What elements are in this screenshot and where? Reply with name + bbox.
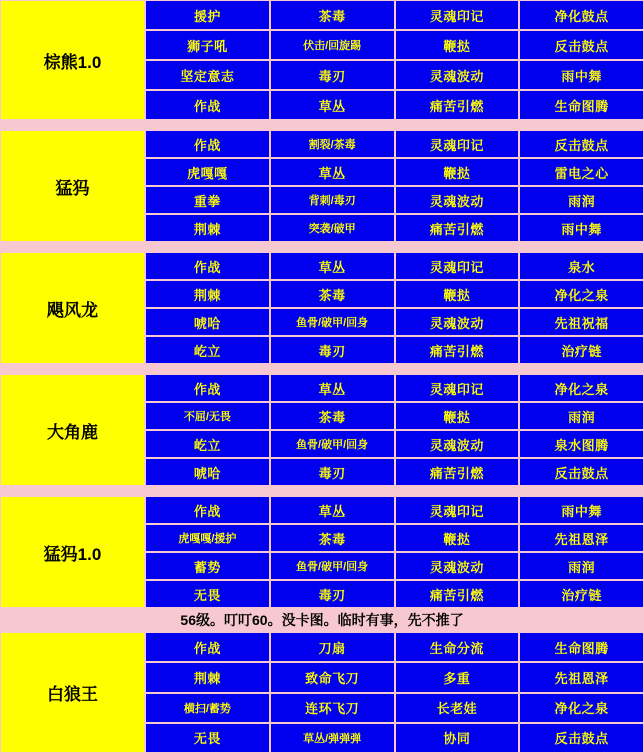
- skill-rows: [145, 374, 644, 486]
- build-block-1: [0, 130, 644, 242]
- skill-row: [145, 374, 644, 402]
- skill-cell[interactable]: 草丛/弹弹弹: [270, 723, 395, 753]
- skill-cell[interactable]: 草丛: [270, 158, 395, 186]
- skill-cell[interactable]: 草丛: [270, 252, 395, 280]
- skill-cell[interactable]: 多重: [395, 662, 520, 692]
- skill-cell[interactable]: 狮子吼: [145, 30, 270, 60]
- skill-cell[interactable]: 雨中舞: [519, 60, 644, 90]
- skill-cell[interactable]: 净化之泉: [519, 280, 644, 308]
- skill-cell[interactable]: 荆棘: [145, 662, 270, 692]
- skill-cell[interactable]: 重拳: [145, 186, 270, 214]
- skill-cell[interactable]: 作战: [145, 130, 270, 158]
- skill-cell[interactable]: 毒刃: [270, 580, 395, 608]
- skill-cell[interactable]: 鱼骨/破甲/回身: [270, 430, 395, 458]
- skill-cell[interactable]: 作战: [145, 632, 270, 662]
- skill-cell[interactable]: 鱼骨/破甲/回身: [270, 552, 395, 580]
- skill-cell[interactable]: 痛苦引燃: [395, 214, 520, 242]
- skill-cell[interactable]: 泉水: [519, 252, 644, 280]
- skill-cell[interactable]: 连环飞刀: [270, 693, 395, 723]
- skill-row: [145, 723, 644, 753]
- skill-rows: [145, 632, 644, 753]
- skill-cell[interactable]: 协同: [395, 723, 520, 753]
- build-block-0: [0, 0, 644, 120]
- skill-cell[interactable]: 刀扇: [270, 632, 395, 662]
- skill-row: [145, 60, 644, 90]
- skill-cell[interactable]: 雨中舞: [519, 214, 644, 242]
- skill-cell[interactable]: 鞭挞: [395, 402, 520, 430]
- skill-cell[interactable]: 灵魂印记: [395, 130, 520, 158]
- skill-cell[interactable]: 作战: [145, 252, 270, 280]
- skill-cell[interactable]: 背刺/毒刃: [270, 186, 395, 214]
- skill-cell[interactable]: 虎嘎嘎/援护: [145, 524, 270, 552]
- build-name: 棕熊1.0: [0, 0, 145, 120]
- skill-cell[interactable]: 草丛: [270, 90, 395, 120]
- skill-cell[interactable]: 草丛: [270, 496, 395, 524]
- skill-cell[interactable]: 治疗链: [519, 336, 644, 364]
- skill-cell[interactable]: 毒刃: [270, 336, 395, 364]
- skill-cell[interactable]: 痛苦引燃: [395, 90, 520, 120]
- skill-cell[interactable]: 唬哈: [145, 308, 270, 336]
- skill-row: [145, 30, 644, 60]
- skill-cell[interactable]: 毒刃: [270, 458, 395, 486]
- build-block-5: [0, 632, 644, 753]
- skill-row: [145, 632, 644, 662]
- skill-cell[interactable]: 鱼骨/破甲/回身: [270, 308, 395, 336]
- skill-rows: [145, 0, 644, 120]
- skill-cell[interactable]: 毒刃: [270, 60, 395, 90]
- skill-cell[interactable]: 横扫/蓄势: [145, 693, 270, 723]
- note-banner: [0, 608, 644, 632]
- skill-row: [145, 252, 644, 280]
- skill-rows: [145, 252, 644, 364]
- skill-cell[interactable]: 灵魂波动: [395, 552, 520, 580]
- skill-cell[interactable]: 净化鼓点: [519, 0, 644, 30]
- skill-row: [145, 580, 644, 608]
- build-block-4: [0, 496, 644, 608]
- skill-cell[interactable]: 生命分流: [395, 632, 520, 662]
- skill-cell[interactable]: 痛苦引燃: [395, 458, 520, 486]
- skill-row: [145, 693, 644, 723]
- skill-cell[interactable]: 灵魂印记: [395, 252, 520, 280]
- skill-cell[interactable]: 泉水图腾: [519, 430, 644, 458]
- skill-row: [145, 130, 644, 158]
- build-name: 大角鹿: [0, 374, 145, 486]
- skill-cell[interactable]: 茶毒: [270, 524, 395, 552]
- skill-cell[interactable]: 突袭/破甲: [270, 214, 395, 242]
- skill-row: [145, 402, 644, 430]
- skill-row: [145, 524, 644, 552]
- skill-cell[interactable]: 先祖恩泽: [519, 524, 644, 552]
- build-name: 白狼王: [0, 632, 145, 753]
- skill-cell[interactable]: 雨润: [519, 186, 644, 214]
- skill-row: [145, 496, 644, 524]
- skill-cell[interactable]: 茶毒: [270, 280, 395, 308]
- skill-cell[interactable]: 灵魂印记: [395, 496, 520, 524]
- skill-cell[interactable]: 雨中舞: [519, 496, 644, 524]
- skill-row: [145, 430, 644, 458]
- skill-cell[interactable]: 生命图腾: [519, 90, 644, 120]
- skill-row: [145, 662, 644, 692]
- block-divider: [0, 364, 644, 374]
- skill-cell[interactable]: 蓄势: [145, 552, 270, 580]
- skill-cell[interactable]: 反击鼓点: [519, 30, 644, 60]
- skill-cell[interactable]: 灵魂波动: [395, 186, 520, 214]
- skill-row: [145, 458, 644, 486]
- skill-cell[interactable]: 鞭挞: [395, 158, 520, 186]
- skill-cell[interactable]: 雷电之心: [519, 158, 644, 186]
- block-divider: [0, 486, 644, 496]
- skill-row: [145, 308, 644, 336]
- skill-row: [145, 186, 644, 214]
- skill-row: [145, 214, 644, 242]
- skill-cell[interactable]: 援护: [145, 0, 270, 30]
- skill-cell[interactable]: 坚定意志: [145, 60, 270, 90]
- build-name: 飓风龙: [0, 252, 145, 364]
- skill-cell[interactable]: 反击鼓点: [519, 723, 644, 753]
- skill-cell[interactable]: 雨润: [519, 552, 644, 580]
- skill-cell[interactable]: 生命图腾: [519, 632, 644, 662]
- block-divider: [0, 242, 644, 252]
- skill-row: [145, 158, 644, 186]
- skill-cell[interactable]: 作战: [145, 90, 270, 120]
- skill-cell[interactable]: 虎嘎嘎: [145, 158, 270, 186]
- build-name: 猛犸: [0, 130, 145, 242]
- skill-cell[interactable]: 鞭挞: [395, 280, 520, 308]
- skill-cell[interactable]: 净化之泉: [519, 374, 644, 402]
- skill-cell[interactable]: 治疗链: [519, 580, 644, 608]
- skill-cell[interactable]: 作战: [145, 496, 270, 524]
- skill-cell[interactable]: 长老娃: [395, 693, 520, 723]
- skill-cell[interactable]: 作战: [145, 374, 270, 402]
- skill-cell[interactable]: 唬哈: [145, 458, 270, 486]
- skill-cell[interactable]: 无畏: [145, 723, 270, 753]
- note-text: 56级。叮叮60。没卡图。临时有事，先不推了: [174, 610, 469, 630]
- skill-cell[interactable]: 伏击/回旋踢: [270, 30, 395, 60]
- skill-cell[interactable]: 灵魂波动: [395, 60, 520, 90]
- skill-rows: [145, 130, 644, 242]
- skill-cell[interactable]: 茶毒: [270, 0, 395, 30]
- skill-cell[interactable]: 鞭挞: [395, 524, 520, 552]
- skill-cell[interactable]: 不屈/无畏: [145, 402, 270, 430]
- skill-cell[interactable]: 灵魂印记: [395, 0, 520, 30]
- skill-cell[interactable]: 先祖祝福: [519, 308, 644, 336]
- skill-cell[interactable]: 灵魂印记: [395, 374, 520, 402]
- skill-row: [145, 336, 644, 364]
- build-block-2: [0, 252, 644, 364]
- skill-cell[interactable]: 茶毒: [270, 402, 395, 430]
- skill-row: [145, 552, 644, 580]
- skill-cell[interactable]: 鞭挞: [395, 30, 520, 60]
- skill-cell[interactable]: 痛苦引燃: [395, 580, 520, 608]
- skill-cell[interactable]: 荆棘: [145, 214, 270, 242]
- skill-cell[interactable]: 无畏: [145, 580, 270, 608]
- skill-cell[interactable]: 屹立: [145, 430, 270, 458]
- skill-cell[interactable]: 反击鼓点: [519, 458, 644, 486]
- skill-cell[interactable]: 净化之泉: [519, 693, 644, 723]
- skill-row: [145, 90, 644, 120]
- skill-rows: [145, 496, 644, 608]
- build-name: 猛犸1.0: [0, 496, 145, 608]
- skill-cell[interactable]: 致命飞刀: [270, 662, 395, 692]
- skill-cell[interactable]: 灵魂波动: [395, 308, 520, 336]
- build-block-3: [0, 374, 644, 486]
- block-divider: [0, 120, 644, 130]
- skill-cell[interactable]: 荆棘: [145, 280, 270, 308]
- skill-cell[interactable]: 先祖恩泽: [519, 662, 644, 692]
- skill-cell[interactable]: 反击鼓点: [519, 130, 644, 158]
- skill-cell[interactable]: 屹立: [145, 336, 270, 364]
- skill-cell[interactable]: 割裂/茶毒: [270, 130, 395, 158]
- skill-row: [145, 280, 644, 308]
- skill-row: [145, 0, 644, 30]
- skill-cell[interactable]: 雨润: [519, 402, 644, 430]
- skill-cell[interactable]: 草丛: [270, 374, 395, 402]
- skill-cell[interactable]: 痛苦引燃: [395, 336, 520, 364]
- skill-cell[interactable]: 灵魂波动: [395, 430, 520, 458]
